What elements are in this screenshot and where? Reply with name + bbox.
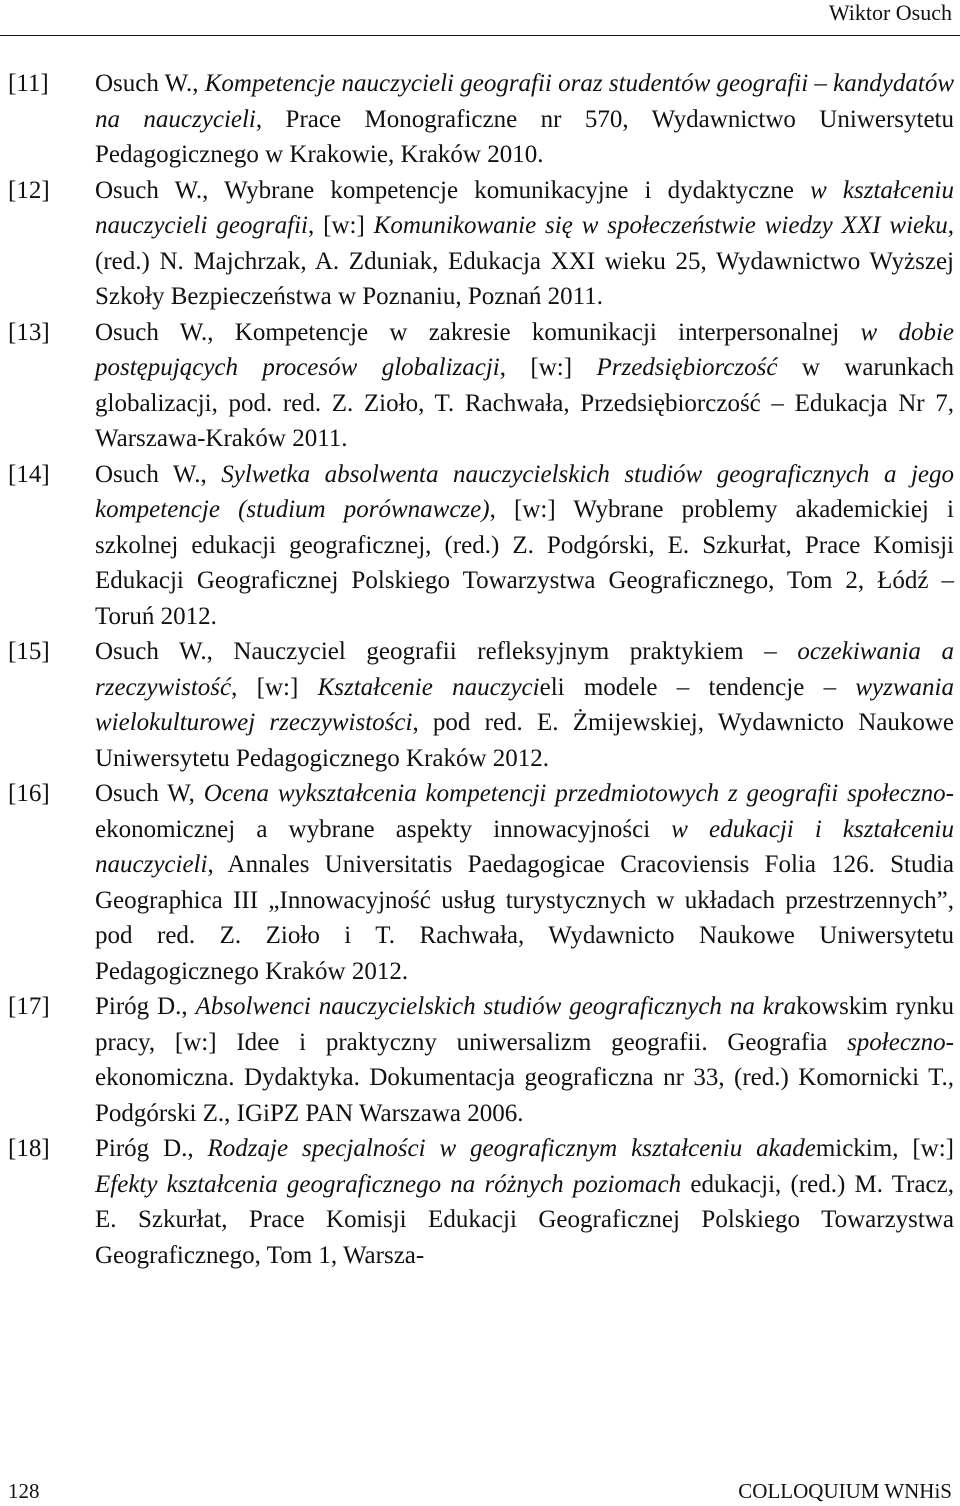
reference-title-italic: wyzwania wielokulturowej rzeczywistości (95, 673, 954, 736)
header-divider (0, 35, 960, 36)
bibliography-list (8, 66, 954, 1273)
reference-text-segment: edukacji, (red.) M. Tracz, E. Szkurłat, Prace Komisji Edukacji Geograficznej Polskiego Towarzystwa Geograficznego, Tom 1, Warsza- (95, 1170, 954, 1269)
reference-text-segment: eli modele – tendencje – (539, 673, 856, 701)
reference-text (95, 776, 954, 989)
journal-name: COLLOQUIUM WNHiS (738, 1479, 952, 1503)
reference-number: [11] (8, 70, 49, 97)
reference-title-italic: w edukacji i kształceniu nauczycieli (95, 815, 955, 878)
reference-text-segment: Osuch W., Wybrane kompetencje komunikacyjne i dydaktyczne (95, 176, 811, 204)
reference-number: [17] (8, 993, 50, 1020)
reference-text (95, 457, 954, 635)
reference-text (95, 1131, 954, 1273)
reference-number: [14] (8, 460, 50, 488)
reference-title-italic: Kompetencje nauczycieli geografii oraz studentów geografii – kandydatów na nauczycieli (95, 70, 954, 133)
reference-number: [18] (8, 1135, 50, 1162)
reference-entry (8, 989, 954, 1131)
reference-text-segment: kowskim rynku pracy, [w:] Idee i praktyczny uniwersalizm geografii. Geografia (95, 993, 954, 1056)
reference-title-italic: Przedsiębiorczość (596, 354, 778, 381)
reference-text-segment: , [w:] (231, 673, 318, 701)
reference-title-italic: Ocena wykształcenia kompetencji przedmiotowych z geografii społeczno (203, 780, 946, 807)
reference-text-segment: -ekonomiczna. Dydaktyka. Dokumentacja geograficzna nr 33, (red.) Komornicki T., Podgórski Z., IGiPZ PAN Warszawa 2006. (95, 1028, 954, 1127)
reference-title-italic: społeczno (847, 1028, 946, 1056)
reference-text-segment: Osuch W., (95, 460, 222, 488)
reference-entry (8, 66, 954, 173)
reference-text-segment: , [w:] (308, 212, 374, 239)
reference-number: [12] (8, 176, 50, 204)
reference-title-italic: w kształceniu nauczycieli geografii (95, 176, 955, 239)
reference-text-segment: Osuch W., (95, 70, 205, 97)
reference-title-italic: Efekty kształcenia geograficznego na różnych poziomach (95, 1170, 682, 1198)
reference-text-segment: Osuch W., Kompetencje w zakresie komunikacji interpersonalnej (95, 318, 861, 346)
reference-title-italic: Kształcenie nauczyci (317, 673, 540, 701)
reference-title-italic: Sylwetka absolwenta nauczycielskich studiów geograficznych a jego kompetencje (studium porównawcze) (95, 460, 954, 523)
reference-text (95, 989, 954, 1131)
reference-text-segment: Osuch W., Nauczyciel geografii refleksyjnym praktykiem – (95, 638, 798, 665)
running-header-author: Wiktor Osuch (828, 0, 952, 25)
reference-entry (8, 315, 954, 457)
reference-number: [13] (8, 318, 50, 346)
reference-text-segment: , Annales Universitatis Paedagogicae Cracoviensis Folia 126. Studia Geographica III „Innowacyjność usług turystycznych w układach przestrzennych”, pod red. Z. Zioło i T. Rachwała, Wydawnicto Naukowe Uniwersytetu Pedagogicznego Kraków 2012. (95, 851, 954, 985)
reference-number: [16] (8, 780, 50, 807)
reference-text-segment: Piróg D., (95, 993, 196, 1020)
reference-text (95, 634, 954, 776)
reference-entry (8, 776, 954, 989)
reference-entry (8, 1131, 954, 1273)
reference-text-segment: mickim, [w:] (815, 1135, 954, 1162)
reference-text-segment: , [w:] (499, 354, 597, 381)
reference-text (95, 66, 954, 173)
reference-title-italic: Rodzaje specjalności w geograficznym kształceniu akade (207, 1135, 816, 1162)
page-number: 128 (8, 1479, 40, 1503)
reference-text-segment: -ekonomicznej a wybrane aspekty innowacyjności (95, 780, 954, 843)
reference-text (95, 173, 954, 315)
reference-title-italic: oczekiwania a rzeczywistość (95, 638, 954, 701)
reference-title-italic: Komunikowanie się w społeczeństwie wiedzy XXI wieku (373, 212, 948, 239)
reference-title-italic: w dobie postępujących procesów globalizacji (95, 318, 955, 381)
reference-text-segment: Osuch W, (95, 780, 204, 807)
reference-text-segment: Piróg D., (95, 1135, 208, 1162)
reference-entry (8, 173, 954, 315)
reference-text-segment: , pod red. E. Żmijewskiej, Wydawnicto Naukowe Uniwersytetu Pedagogicznego Kraków 2012. (95, 709, 954, 772)
reference-text-segment: , (red.) N. Majchrzak, A. Zduniak, Edukacja XXI wieku 25, Wydawnictwo Wyższej Szkoły Bezpieczeństwa w Poznaniu, Poznań 2011. (95, 212, 954, 310)
reference-title-italic: Absolwenci nauczycielskich studiów geograficznych na kra (195, 993, 797, 1020)
reference-number: [15] (8, 638, 50, 665)
reference-text-segment: , [w:] Wybrane problemy akademickiej i szkolnej edukacji geograficznej, (red.) Z. Podgórski, E. Szkurłat, Prace Komisji Edukacji Geograficznej Polskiego Towarzystwa Geograficznego, Tom 2, Łódź – Toruń 2012. (95, 496, 954, 630)
reference-text-segment: w warunkach globalizacji, pod. red. Z. Zioło, T. Rachwała, Przedsiębiorczość – Edukacja Nr 7, Warszawa-Kraków 2011. (95, 354, 954, 452)
reference-text-segment: , Prace Monograficzne nr 570, Wydawnictwo Uniwersytetu Pedagogicznego w Krakowie, Kraków 2010. (95, 105, 954, 168)
reference-entry (8, 457, 954, 635)
reference-entry (8, 634, 954, 776)
reference-text (95, 315, 954, 457)
